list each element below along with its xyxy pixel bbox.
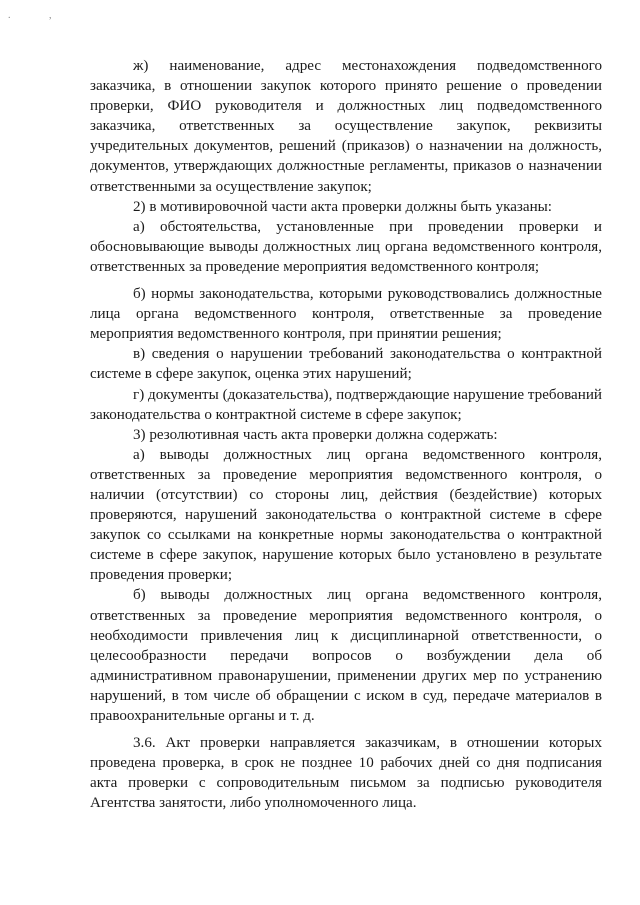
scan-corner-marks: . , <box>8 10 70 21</box>
paragraph-2g-evidence: г) документы (доказательства), подтверждающие нарушение требований законодательства о контрактной системе в сфере закупок; <box>90 386 602 423</box>
paragraph-2b-legal-norms: б) нормы законодательства, которыми руководствовались должностные лица органа ведомственного контроля, ответственные за проведение мероприятия ведомственного контроля, при принятии решения; <box>90 286 602 343</box>
paragraph-3-6-act-delivery: 3.6. Акт проверки направляется заказчикам, в отношении которых проведена проверка, в срок не позднее 10 рабочих дней со дня подписания акта проверки с сопроводительным письмом за подписью руководителя Агентства занятости, либо уполномоченного лица. <box>90 735 602 812</box>
document-body <box>90 56 602 813</box>
paragraph-2v-violations-info: в) сведения о нарушении требований законодательства о контрактной системе в сфере закупок, оценка этих нарушений; <box>90 346 602 383</box>
paragraph-2a-circumstances: а) обстоятельства, установленные при проведении проверки и обосновывающие выводы должностных лиц органа ведомственного контроля, ответственных за проведение мероприятия ведомственного контроля; <box>90 218 602 275</box>
paragraph-3b-conclusions-liability: б) выводы должностных лиц органа ведомственного контроля, ответственных за проведение мероприятия ведомственного контроля, о необходимости привлечения лиц к дисциплинарной ответственности, о целесообразности передачи вопросов о возбуждении дела об административном правонарушении, применении других мер по устранению нарушений, в том числе об обращении с иском в суд, передаче материалов в правоохранительные органы и т. д. <box>90 587 602 724</box>
paragraph-2-motivation-part: 2) в мотивировочной части акта проверки должны быть указаны: <box>133 198 553 215</box>
paragraph-3-resolutive-part: 3) резолютивная часть акта проверки должна содержать: <box>133 426 498 443</box>
paragraph-3a-conclusions: а) выводы должностных лиц органа ведомственного контроля, ответственных за проведение мероприятия ведомственного контроля, о наличии (отсутствии) со стороны лиц, действия (бездействие) которых проверяются, нарушений законодательства о контрактной системе в сфере закупок со ссылками на конкретные нормы законодательства о контрактной системе в сфере закупок, нарушение которых было установлено в результате проведения проверки; <box>90 446 602 584</box>
paragraph-zh-customer-info: ж) наименование, адрес местонахождения подведомственного заказчика, в отношении закупок которого принято решение о проведении проверки, ФИО руководителя и должностных лиц подведомственного заказчика, ответственных за осуществление закупок, реквизиты учредительных документов, решений (приказов) о назначении на должность, документов, утверждающих должностные регламенты, приказов о назначении ответственными за осуществление закупок; <box>90 58 602 195</box>
